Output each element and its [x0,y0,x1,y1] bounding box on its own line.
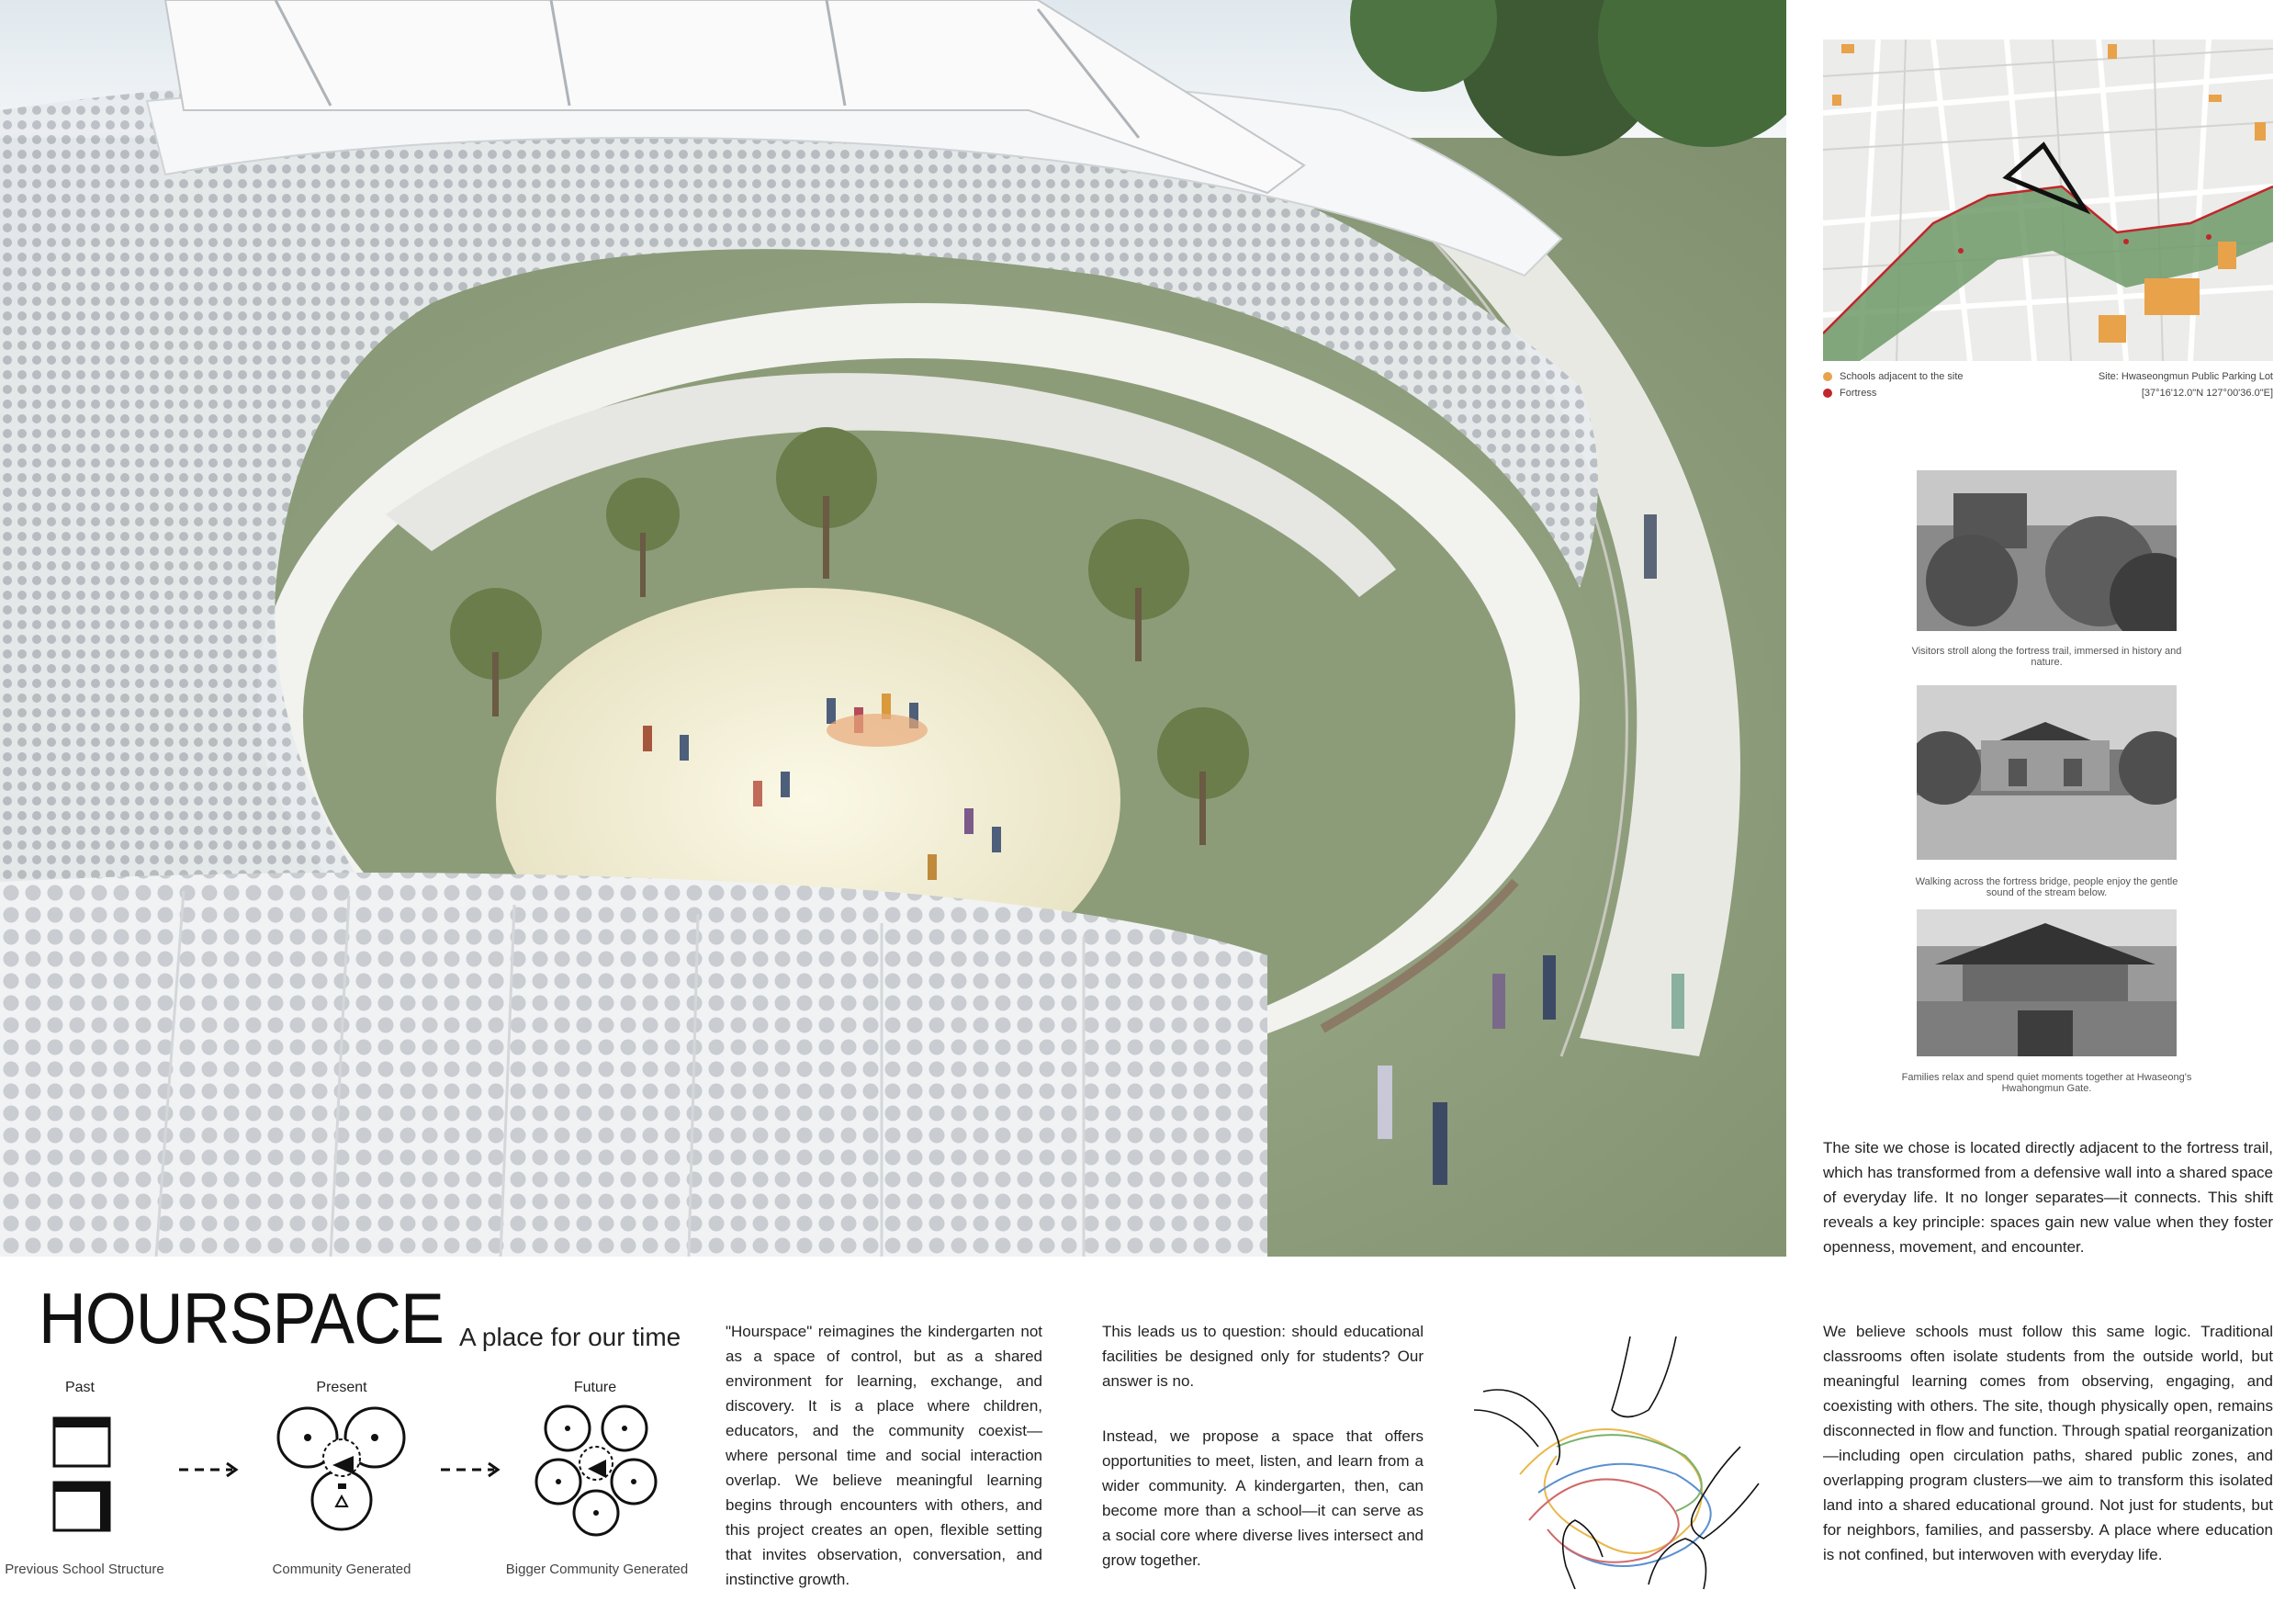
site-coordinates: [37°16'12.0"N 127°00'36.0"E] [2141,388,2273,399]
question-paragraph: This leads us to question: should educational facilities be designed only for students? Our answer is no. [1102,1323,1424,1390]
photo-caption-3: Families relax and spend quiet moments together at Hwaseong's Hwahongmun Gate. [1901,1072,2192,1094]
arrow-right-icon-2 [441,1460,505,1483]
stage-past-caption: Previous School Structure [5,1562,164,1577]
site-map [1823,39,2273,361]
photo-fortress-trail [1917,470,2177,631]
hands-connecting-illustration [1465,1336,1782,1589]
site-description: The site we chose is located directly adjacent to the fortress trail, which has transformed from a defensive wall into a shared space of everyday life. It no longer separates—it connects. This shift reveals a key principle: spaces gain new value when they foster openness, movement, and encounter. [1823,1139,2273,1256]
stage-present-label: Present [316,1380,367,1395]
photo-hwahongmun-gate [1917,909,2177,1056]
site-map-illustration [1823,39,2273,361]
present-community-diagram [276,1401,409,1539]
site-label: Site: Hwaseongmun Public Parking Lot [2098,371,2273,382]
stage-past-label: Past [64,1380,95,1395]
legend-schools: Schools adjacent to the site [1823,371,1964,382]
photo-fortress-bridge [1917,685,2177,860]
future-community-diagram [535,1401,658,1539]
stage-future-caption: Bigger Community Generated [505,1562,689,1577]
photo-fortress-bridge-illustration [1917,685,2177,860]
photo-caption-2: Walking across the fortress bridge, people enjoy the gentle sound of the stream below. [1915,876,2178,898]
intro-paragraph: "Hourspace" reimagines the kindergarten not as a space of control, but as a shared environment for learning, exchange, and discovery. It is a place where children, educators, and the community coexist—where personal time and social interaction overlap. We believe meaningful learning begins through encounters with others, and this project creates an open, flexible setting that invites observation, conversation, and instinctive growth. [726,1323,1042,1588]
hands-illustration [1465,1336,1782,1589]
photo-hwahongmun-gate-illustration [1917,909,2177,1056]
legend-fortress: Fortress [1823,388,1876,399]
photo-fortress-trail-illustration [1917,470,2177,631]
arrow-right-icon [179,1460,243,1483]
future-community-illustration [535,1401,658,1539]
past-structure-diagram [51,1415,115,1539]
fortress-dot-icon [1823,389,1832,398]
schools-dot-icon [1823,372,1832,381]
past-structure-illustration [51,1415,115,1539]
stage-present-caption: Community Generated [272,1562,411,1577]
photo-caption-1: Visitors stroll along the fortress trail, immersed in history and nature. [1911,646,2182,668]
project-title: HOURSPACE [39,1278,444,1359]
present-community-illustration [276,1401,409,1539]
conclusion-paragraph: We believe schools must follow this same logic. Traditional classrooms often isolate students from the outside world, but meaningful learning comes from observing, engaging, and coexisting with others. The site, though physically open, remains disconnected in flow and function. Through spatial reorganization—including open circulation paths, shared public zones, and overlapping program clusters—we aim to transform this isolated land into a shared educational ground. Not just for students, but for neighbors, families, and passersby. A place where education is not confined, but interwoven with everyday life. [1823,1323,2273,1563]
proposal-paragraph: Instead, we propose a space that offers opportunities to meet, listen, and learn from a wider community. A kindergarten, then, can become more than a school—it can serve as a social core where diverse lives intersect and grow together. [1102,1427,1424,1569]
stage-future-label: Future [573,1380,617,1395]
project-subtitle: A place for our time [459,1323,681,1351]
